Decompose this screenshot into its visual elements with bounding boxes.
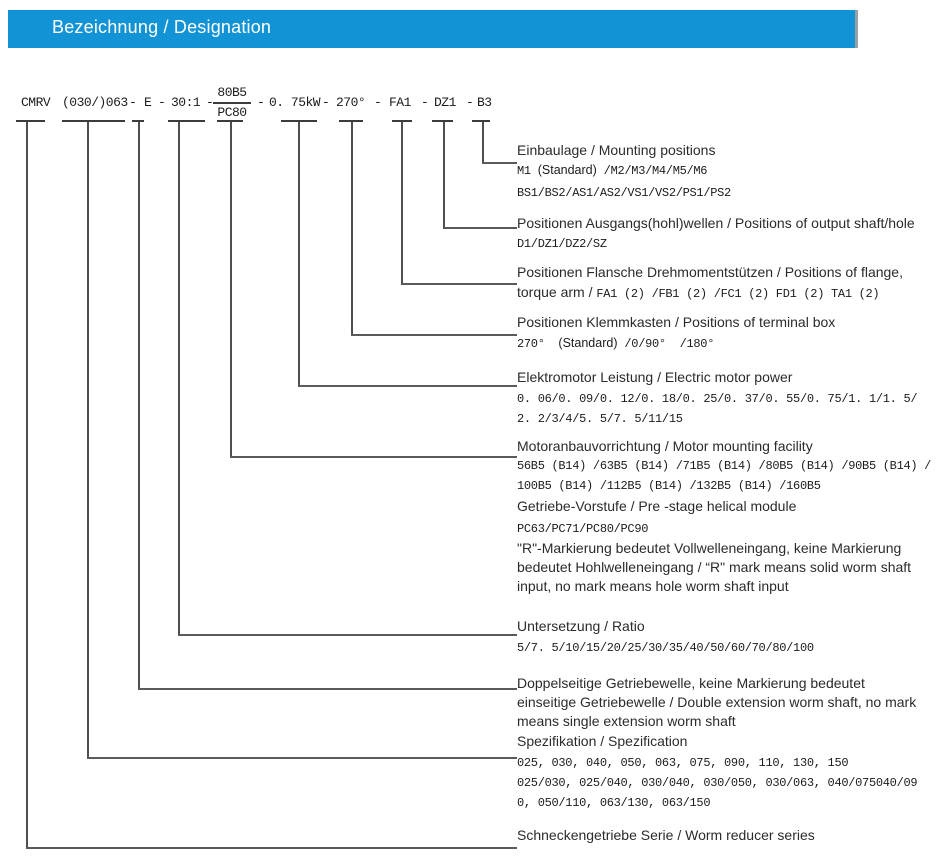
code-part-series: CMRV xyxy=(21,95,51,110)
value-text: 270° xyxy=(517,337,559,351)
section-values: 100B5 (B14) /112B5 (B14) /132B5 (B14) /160B5 xyxy=(517,479,821,493)
code-part-power: 0. 75kW xyxy=(269,95,321,110)
section-header-bar xyxy=(8,10,858,48)
connector-h-mounting xyxy=(482,162,517,164)
connector-v-fraction xyxy=(230,122,232,456)
code-separator: - xyxy=(322,95,330,110)
page-title: Bezeichnung / Designation xyxy=(52,17,272,37)
code-separator: - xyxy=(129,95,137,110)
connector-v-shaft xyxy=(138,122,140,688)
section-values: PC63/PC71/PC80/PC90 xyxy=(517,522,649,536)
connector-h-spec xyxy=(87,757,517,759)
connector-v-mounting xyxy=(482,122,484,162)
tick-mounting xyxy=(472,120,490,122)
section-values: 2. 2/3/4/5. 5/7. 5/11/15 xyxy=(517,412,683,426)
code-separator: - xyxy=(206,95,214,110)
connector-v-spec xyxy=(87,122,89,757)
section-values: BS1/BS2/AS1/AS2/VS1/VS2/PS1/PS2 xyxy=(517,186,731,200)
value-text: /M2/M3/M4/M5/M6 xyxy=(596,164,708,178)
code-separator: - xyxy=(158,95,166,110)
code-separator: - xyxy=(374,95,382,110)
value-text: FA1 (2) /FB1 (2) /FC1 (2) FD1 (2) TA1 (2) xyxy=(596,287,880,301)
section-values: 5/7. 5/10/15/20/25/30/35/40/50/60/70/80/100 xyxy=(517,641,814,655)
section-note: input, no mark means hole worm shaft input xyxy=(517,578,789,594)
code-separator: - xyxy=(257,95,265,110)
code-part-ratio: 30:1 xyxy=(171,95,201,110)
tick-ratio xyxy=(168,120,205,122)
value-text: /0/90° /180° xyxy=(617,337,715,351)
connector-v-flange xyxy=(401,122,403,283)
section-title: einseitige Getriebewelle / Double extension worm shaft, no mark xyxy=(517,694,917,710)
tick-series xyxy=(16,120,45,122)
section-title: Positionen Klemmkasten / Positions of terminal box xyxy=(517,314,836,330)
fraction-bar xyxy=(213,102,251,104)
code-part-terminal: 270° xyxy=(336,95,366,110)
section-title: Positionen Ausgangs(hohl)wellen / Positions of output shaft/hole xyxy=(517,215,915,231)
code-separator: - xyxy=(466,95,474,110)
connector-h-output xyxy=(443,227,517,229)
code-part-mounting: B3 xyxy=(477,95,492,110)
fraction-top: 80B5 xyxy=(217,85,247,100)
section-values xyxy=(517,163,707,178)
section-values: D1/DZ1/DZ2/SZ xyxy=(517,237,607,251)
section-title: Spezifikation / Spezification xyxy=(517,733,688,749)
section-note: bedeutet Hohlwelleneingang / “R" mark means solid worm shaft xyxy=(517,559,912,575)
section-title: Positionen Flansche Drehmomentstützen / Positions of flange, xyxy=(517,264,903,280)
connector-v-terminal xyxy=(351,122,353,334)
section-title: Elektromotor Leistung / Electric motor power xyxy=(517,369,793,385)
section-values: 025/030, 025/040, 030/040, 030/050, 030/063, 040/075040/09 xyxy=(517,776,918,790)
section-title: Motoranbauvorrichtung / Motor mounting facility xyxy=(517,438,813,454)
connector-h-flange xyxy=(401,283,517,285)
value-standard: (Standard) xyxy=(537,163,597,177)
section-title: Einbaulage / Mounting positions xyxy=(517,142,716,158)
code-part-spec: (030/)063 xyxy=(62,95,128,110)
section-title-continued: torque arm / xyxy=(517,284,597,300)
section-title: Untersetzung / Ratio xyxy=(517,618,645,634)
section-values: 025, 030, 040, 050, 063, 075, 090, 110, 130, 150 xyxy=(517,756,849,770)
code-part-motor-mounting-fraction xyxy=(213,85,251,121)
section-values: 0. 06/0. 09/0. 12/0. 18/0. 25/0. 37/0. 55/0. 75/1. 1/1. 5/ xyxy=(517,392,918,406)
connector-h-power xyxy=(298,385,517,387)
connector-v-output xyxy=(443,122,445,227)
section-values xyxy=(517,285,879,301)
connector-h-shaft xyxy=(138,688,517,690)
value-standard: (Standard) xyxy=(558,336,618,350)
section-title: Doppelseitige Getriebewelle, keine Markierung bedeutet xyxy=(517,675,865,691)
code-part-output: DZ1 xyxy=(434,95,456,110)
section-values: 0, 050/110, 063/130, 063/150 xyxy=(517,796,711,810)
code-part-shaft: E xyxy=(144,95,152,110)
connector-h-series xyxy=(26,847,517,849)
section-values: 56B5 (B14) /63B5 (B14) /71B5 (B14) /80B5 (B14) /90B5 (B14) / xyxy=(517,459,932,473)
connector-h-ratio xyxy=(178,634,517,636)
connector-h-terminal xyxy=(351,334,517,336)
section-note: "R"-Markierung bedeutet Vollwelleneingang, keine Markierung xyxy=(517,540,902,556)
section-title: Schneckengetriebe Serie / Worm reducer series xyxy=(517,827,815,843)
code-part-flange: FA1 xyxy=(389,95,411,110)
connector-v-power xyxy=(298,122,300,385)
value-text: M1 xyxy=(517,164,538,178)
fraction-bottom: PC80 xyxy=(217,104,247,120)
tick-spec xyxy=(62,120,125,122)
section-title: means single extension worm shaft xyxy=(517,713,736,729)
connector-v-ratio xyxy=(178,122,180,634)
section-values xyxy=(517,336,714,351)
section-title: Getriebe-Vorstufe / Pre -stage helical module xyxy=(517,498,797,514)
connector-h-fraction xyxy=(230,456,517,458)
connector-v-series xyxy=(26,122,28,847)
code-separator: - xyxy=(421,95,429,110)
